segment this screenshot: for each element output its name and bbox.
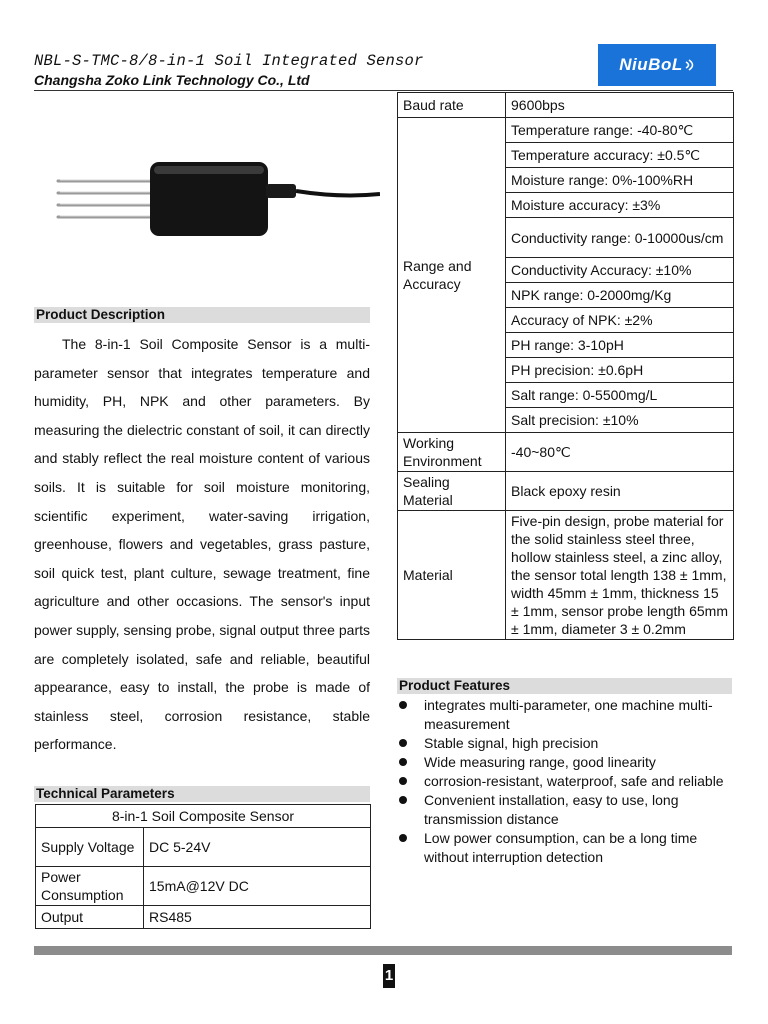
document-title: NBL-S-TMC-8/8-in-1 Soil Integrated Sensor — [34, 52, 424, 70]
brand-logo — [598, 44, 716, 86]
table-row — [398, 93, 734, 118]
table-row — [36, 805, 371, 828]
list-item: Convenient installation, easy to use, long transmission distance — [397, 791, 733, 829]
range-value: Conductivity range: 0-10000us/cm — [506, 218, 734, 258]
product-description-text: The 8-in-1 Soil Composite Sensor is a multi-parameter sensor that integrates temperature and humidity, PH, NPK and other parameters. By measuring the dielectric constant of soil, it can directly and stably reflect the real moisture content of various soils. It is suitable for soil moisture monitoring, scientific experiment, water-saving irrigation, greenhouse, flowers and vegetables, grass pasture, soil quick test, plant culture, sewage treatment, fine agriculture and other occasions. The sensor's input power supply, sensing probe, signal output three parts are completely isolated, safe and reliable, beautiful appearance, easy to install, the probe is made of stainless steel, corrosion resistance, stable performance. — [34, 336, 370, 753]
range-value: Moisture accuracy: ±3% — [506, 193, 734, 218]
row-value: DC 5-24V — [144, 828, 371, 867]
table-title-cell: 8-in-1 Soil Composite Sensor — [36, 805, 371, 828]
probe-pins-icon — [58, 181, 154, 217]
baud-rate-value: 9600bps — [506, 93, 734, 118]
range-accuracy-key: Range and Accuracy — [398, 118, 506, 433]
list-item: integrates multi-parameter, one machine multi-measurement — [397, 696, 733, 734]
row-value: RS485 — [144, 906, 371, 929]
table-row — [36, 906, 371, 929]
table-row — [398, 433, 734, 472]
table-row — [398, 511, 734, 640]
company-name: Changsha Zoko Link Technology Co., Ltd — [34, 72, 310, 88]
table-row — [36, 867, 371, 906]
table-row — [398, 118, 734, 143]
range-value: Accuracy of NPK: ±2% — [506, 308, 734, 333]
list-item: Low power consumption, can be a long time without interruption detection — [397, 829, 733, 867]
range-value: PH precision: ±0.6pH — [506, 358, 734, 383]
logo-text: NiuBoL — [619, 55, 683, 74]
sensor-product-image — [50, 150, 380, 240]
range-value: Temperature accuracy: ±0.5℃ — [506, 143, 734, 168]
list-item: Wide measuring range, good linearity — [397, 753, 733, 772]
product-features-list — [397, 696, 733, 867]
specifications-table — [397, 92, 734, 640]
list-item: Stable signal, high precision — [397, 734, 733, 753]
baud-rate-key: Baud rate — [398, 93, 506, 118]
range-value: Salt range: 0-5500mg/L — [506, 383, 734, 408]
working-environment-value: -40~80℃ — [506, 433, 734, 472]
sealing-material-value: Black epoxy resin — [506, 472, 734, 511]
table-row — [36, 828, 371, 867]
product-description-heading: Product Description — [34, 307, 370, 323]
product-features-heading: Product Features — [397, 678, 732, 694]
sealing-material-key: Sealing Material — [398, 472, 506, 511]
range-value: Moisture range: 0%-100%RH — [506, 168, 734, 193]
material-key: Material — [398, 511, 506, 640]
row-key: Supply Voltage — [36, 828, 144, 867]
technical-parameters-heading: Technical Parameters — [34, 786, 370, 802]
signal-icon — [685, 59, 695, 71]
range-value: PH range: 3-10pH — [506, 333, 734, 358]
range-value: Salt precision: ±10% — [506, 408, 734, 433]
header-divider — [34, 90, 733, 91]
range-value: Temperature range: -40-80℃ — [506, 118, 734, 143]
material-value: Five-pin design, probe material for the solid stainless steel three, hollow stainless steel, a zinc alloy, the sensor total length 138 ± 1mm, width 45mm ± 1mm, thickness 15 ± 1mm, sensor probe length 65mm ± 1mm, diameter 3 ± 0.2mm — [506, 511, 734, 640]
technical-parameters-table — [35, 804, 371, 929]
page-number: 1 — [383, 964, 395, 988]
footer-divider-bar — [34, 946, 732, 955]
row-value: 15mA@12V DC — [144, 867, 371, 906]
working-environment-key: Working Environment — [398, 433, 506, 472]
list-item: corrosion-resistant, waterproof, safe and reliable — [397, 772, 733, 791]
range-value: Conductivity Accuracy: ±10% — [506, 258, 734, 283]
table-row — [398, 472, 734, 511]
range-value: NPK range: 0-2000mg/Kg — [506, 283, 734, 308]
row-key: Output — [36, 906, 144, 929]
row-key: Power Consumption — [36, 867, 144, 906]
